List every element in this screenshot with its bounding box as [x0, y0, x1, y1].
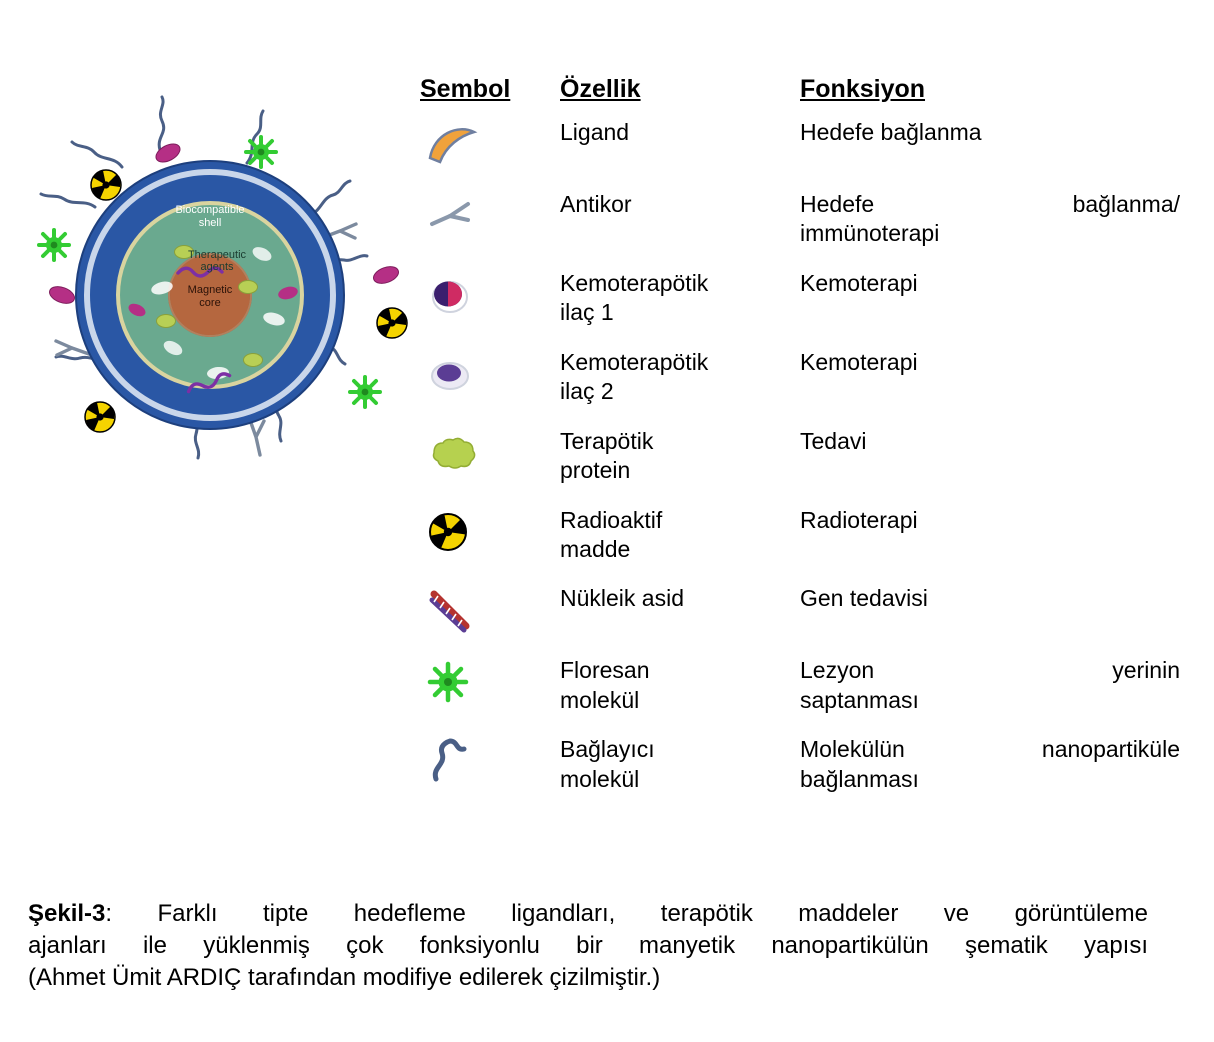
- legend-header-property: Özellik: [560, 75, 641, 103]
- legend-property-line2: molekül: [560, 765, 640, 792]
- svg-text:core: core: [199, 297, 221, 309]
- legend-property-line2: molekül: [560, 686, 640, 713]
- legend-property-line1: Kemoterapötik: [560, 348, 709, 375]
- caption-label: Şekil-3: [28, 900, 106, 927]
- legend-property-cell: [560, 269, 800, 348]
- legend-function-line1: Lezyon yerinin: [800, 657, 1180, 684]
- legend-function-cell: [800, 269, 1180, 348]
- legend-header-symbol: Sembol: [420, 75, 511, 103]
- legend-function-cell: [800, 190, 1180, 269]
- legend-row: [420, 427, 1180, 506]
- legend-table: [420, 75, 1180, 814]
- legend-function-cell: [800, 735, 1180, 814]
- caption-line-2: ajanları ile yüklenmiş çok fonksiyonlu bir manyetik nanopartikülün şematik yapısı: [28, 931, 1148, 959]
- legend-property-cell: [560, 348, 800, 427]
- legend-property-line1: Kemoterapötik: [560, 269, 709, 296]
- legend-function-cell: [800, 427, 1180, 506]
- chemo-drug-1-icon: [420, 269, 490, 321]
- legend-function-cell: [800, 584, 1180, 656]
- legend-function-line1: Kemoterapi: [800, 348, 918, 375]
- legend-row: [420, 506, 1180, 585]
- legend-symbol-cell: [420, 735, 560, 814]
- legend-symbol-cell: [420, 506, 560, 585]
- figure-caption: [28, 898, 1148, 994]
- legend-symbol-cell: [420, 656, 560, 735]
- legend-property-line1: Ligand: [560, 119, 630, 145]
- legend-property-cell: [560, 584, 800, 656]
- svg-text:agents: agents: [200, 261, 234, 273]
- legend-header-function: Fonksiyon: [800, 75, 926, 103]
- legend-function-line1: Hedefe bağlanma: [800, 119, 982, 145]
- legend-symbol-cell: [420, 269, 560, 348]
- legend-property-line1: Bağlayıcı: [560, 736, 655, 763]
- legend-property-line1: Terapötik: [560, 427, 654, 454]
- radioactive-icon: [420, 506, 490, 558]
- legend-row: [420, 269, 1180, 348]
- legend-table-area: [420, 75, 1200, 814]
- linker-molecule-icon: [420, 735, 490, 787]
- svg-text:Therapeutic: Therapeutic: [187, 249, 247, 261]
- legend-property-line1: Nükleik asid: [560, 585, 684, 612]
- legend-symbol-cell: [420, 427, 560, 506]
- legend-row: [420, 584, 1180, 656]
- legend-function-line1: Tedavi: [800, 427, 867, 454]
- legend-property-line2: madde: [560, 535, 631, 562]
- caption-line1-text: : Farklı tipte hedefleme ligandları, terapötik maddeler ve görüntüleme: [105, 900, 1148, 927]
- legend-symbol-cell: [420, 584, 560, 656]
- legend-property-cell: [560, 506, 800, 585]
- legend-function-cell: [800, 348, 1180, 427]
- ligand-icon: [420, 118, 490, 170]
- legend-function-cell: [800, 656, 1180, 735]
- legend-header-row: [420, 75, 1180, 118]
- legend-function-line1: Gen tedavisi: [800, 585, 928, 612]
- legend-function-line2: bağlanması: [800, 765, 919, 792]
- legend-row: [420, 348, 1180, 427]
- legend-property-cell: [560, 118, 800, 190]
- legend-function-line2: saptanması: [800, 686, 919, 713]
- legend-property-cell: [560, 190, 800, 269]
- legend-symbol-cell: [420, 348, 560, 427]
- legend-property-line1: Antikor: [560, 191, 632, 217]
- legend-row: [420, 735, 1180, 814]
- legend-function-line1: Molekülün nanopartiküle: [800, 736, 1180, 763]
- legend-property-line2: ilaç 1: [560, 299, 614, 326]
- legend-property-line1: Floresan: [560, 657, 650, 684]
- antibody-icon: [420, 190, 490, 242]
- legend-symbol-cell: [420, 118, 560, 190]
- legend-property-line2: ilaç 2: [560, 378, 614, 405]
- svg-text:Magnetic: Magnetic: [187, 284, 233, 296]
- legend-function-line1: Kemoterapi: [800, 269, 918, 296]
- caption-line-1: [28, 898, 1148, 930]
- legend-row: [420, 190, 1180, 269]
- nanoparticle-diagram: [10, 55, 410, 485]
- legend-row: [420, 656, 1180, 735]
- legend-property-cell: [560, 656, 800, 735]
- legend-function-line1: Hedefe bağlanma/: [800, 191, 1180, 217]
- legend-symbol-cell: [420, 190, 560, 269]
- fluorescent-molecule-icon: [420, 656, 490, 708]
- legend-property-cell: [560, 427, 800, 506]
- therapeutic-protein-icon: [420, 427, 490, 479]
- svg-text:Biocompatible: Biocompatible: [175, 204, 245, 216]
- svg-text:shell: shell: [198, 217, 222, 229]
- legend-property-line1: Radioaktif: [560, 506, 663, 533]
- legend-function-line1: Radioterapi: [800, 506, 918, 533]
- caption-line-3: (Ahmet Ümit ARDIÇ tarafından modifiye edilerek çizilmiştir.): [28, 963, 661, 991]
- legend-property-cell: [560, 735, 800, 814]
- figure-caption-area: [28, 898, 1148, 994]
- nanoparticle-figure: [10, 55, 410, 485]
- legend-property-line2: protein: [560, 457, 631, 484]
- legend-function-cell: [800, 506, 1180, 585]
- legend-row: [420, 118, 1180, 190]
- chemo-drug-2-icon: [420, 348, 490, 400]
- legend-function-line2: immünoterapi: [800, 220, 940, 247]
- nucleic-acid-icon: [420, 584, 490, 636]
- legend-function-cell: [800, 118, 1180, 190]
